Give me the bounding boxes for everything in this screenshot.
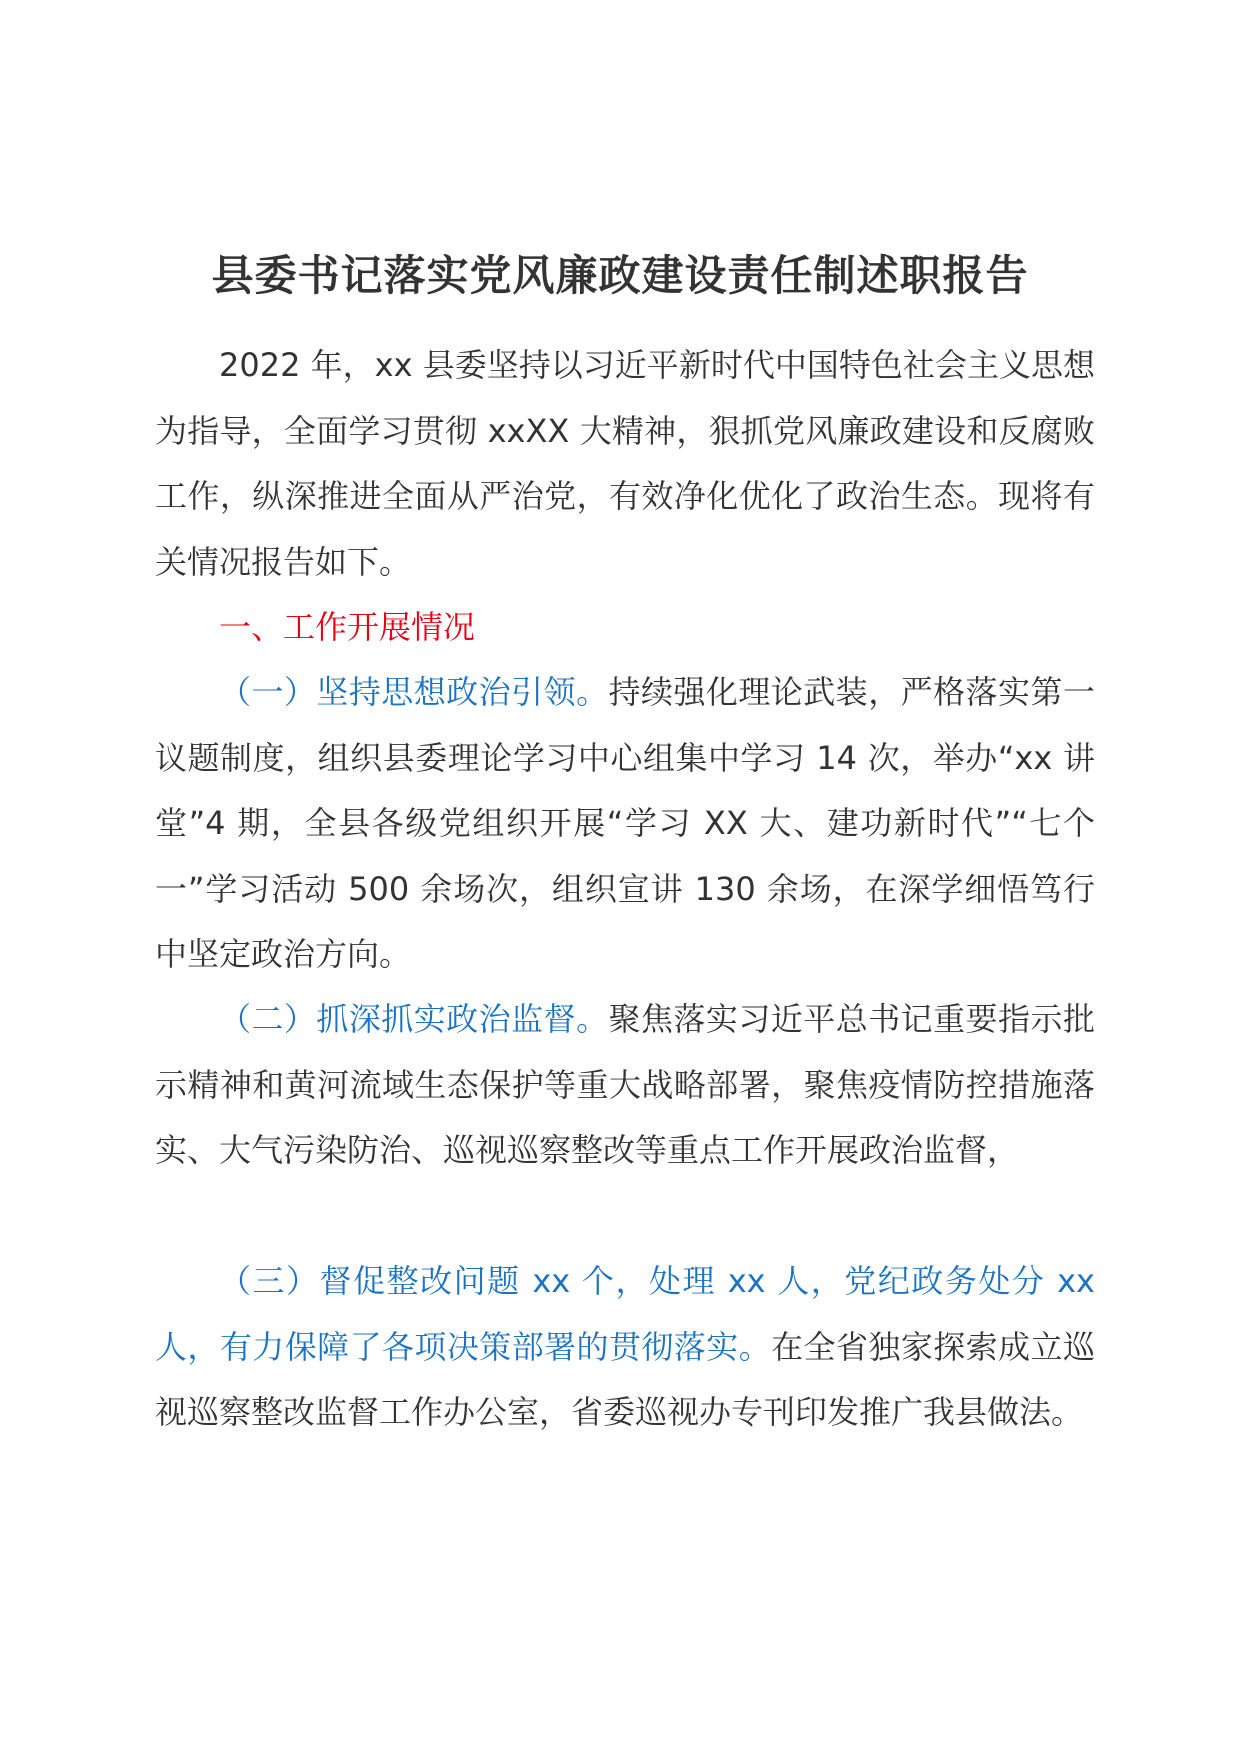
item-body-3: 在全省独家探索成立巡视巡察整改监督工作办公室，省委巡视办专刊印发推广我县做法。 xyxy=(155,1327,1095,1432)
item-body-2: 聚焦落实习近平总书记重要指示批示精神和黄河流域生态保护等重大战略部署，聚焦疫情防控措施落实、大气污染防治、巡视巡察整改等重点工作开展政治监督， xyxy=(155,1000,1095,1170)
intro-paragraph: 2022 年，xx 县委坚持以习近平新时代中国特色社会主义思想为指导，全面学习贯彻 xxXX 大精神，狠抓党风廉政建设和反腐败工作，纵深推进全面从严治党，有效净化优化了政治生态。现将有关情况报告如下。 xyxy=(155,346,1095,581)
section-heading-1: 一、工作开展情况 xyxy=(219,608,476,646)
item-paragraph-2 xyxy=(155,987,1095,1184)
document-title: 县委书记落实党风廉政建设责任制述职报告 xyxy=(211,251,1029,300)
item-paragraph-3 xyxy=(155,1249,1095,1446)
item-heading-1: （一）坚持思想政治引领。 xyxy=(219,673,609,711)
item-heading-3: （三）督促整改问题 xx 个，处理 xx 人，党纪政务处分 xx 人，有力保障了各项决策部署的贯彻落实。 xyxy=(155,1262,1095,1366)
item-heading-2: （二）抓深抓实政治监督。 xyxy=(219,1000,609,1038)
item-body-1: 持续强化理论武装，严格落实第一议题制度，组织县委理论学习中心组集中学习 14 次，举办“xx 讲堂”4 期，全县各级党组织开展“学习 XX 大、建功新时代”“七个一”学习活动 500 余场次，组织宣讲 130 余场，在深学细悟笃行中坚定政治方向。 xyxy=(155,673,1095,974)
item-paragraph-1 xyxy=(155,660,1095,988)
